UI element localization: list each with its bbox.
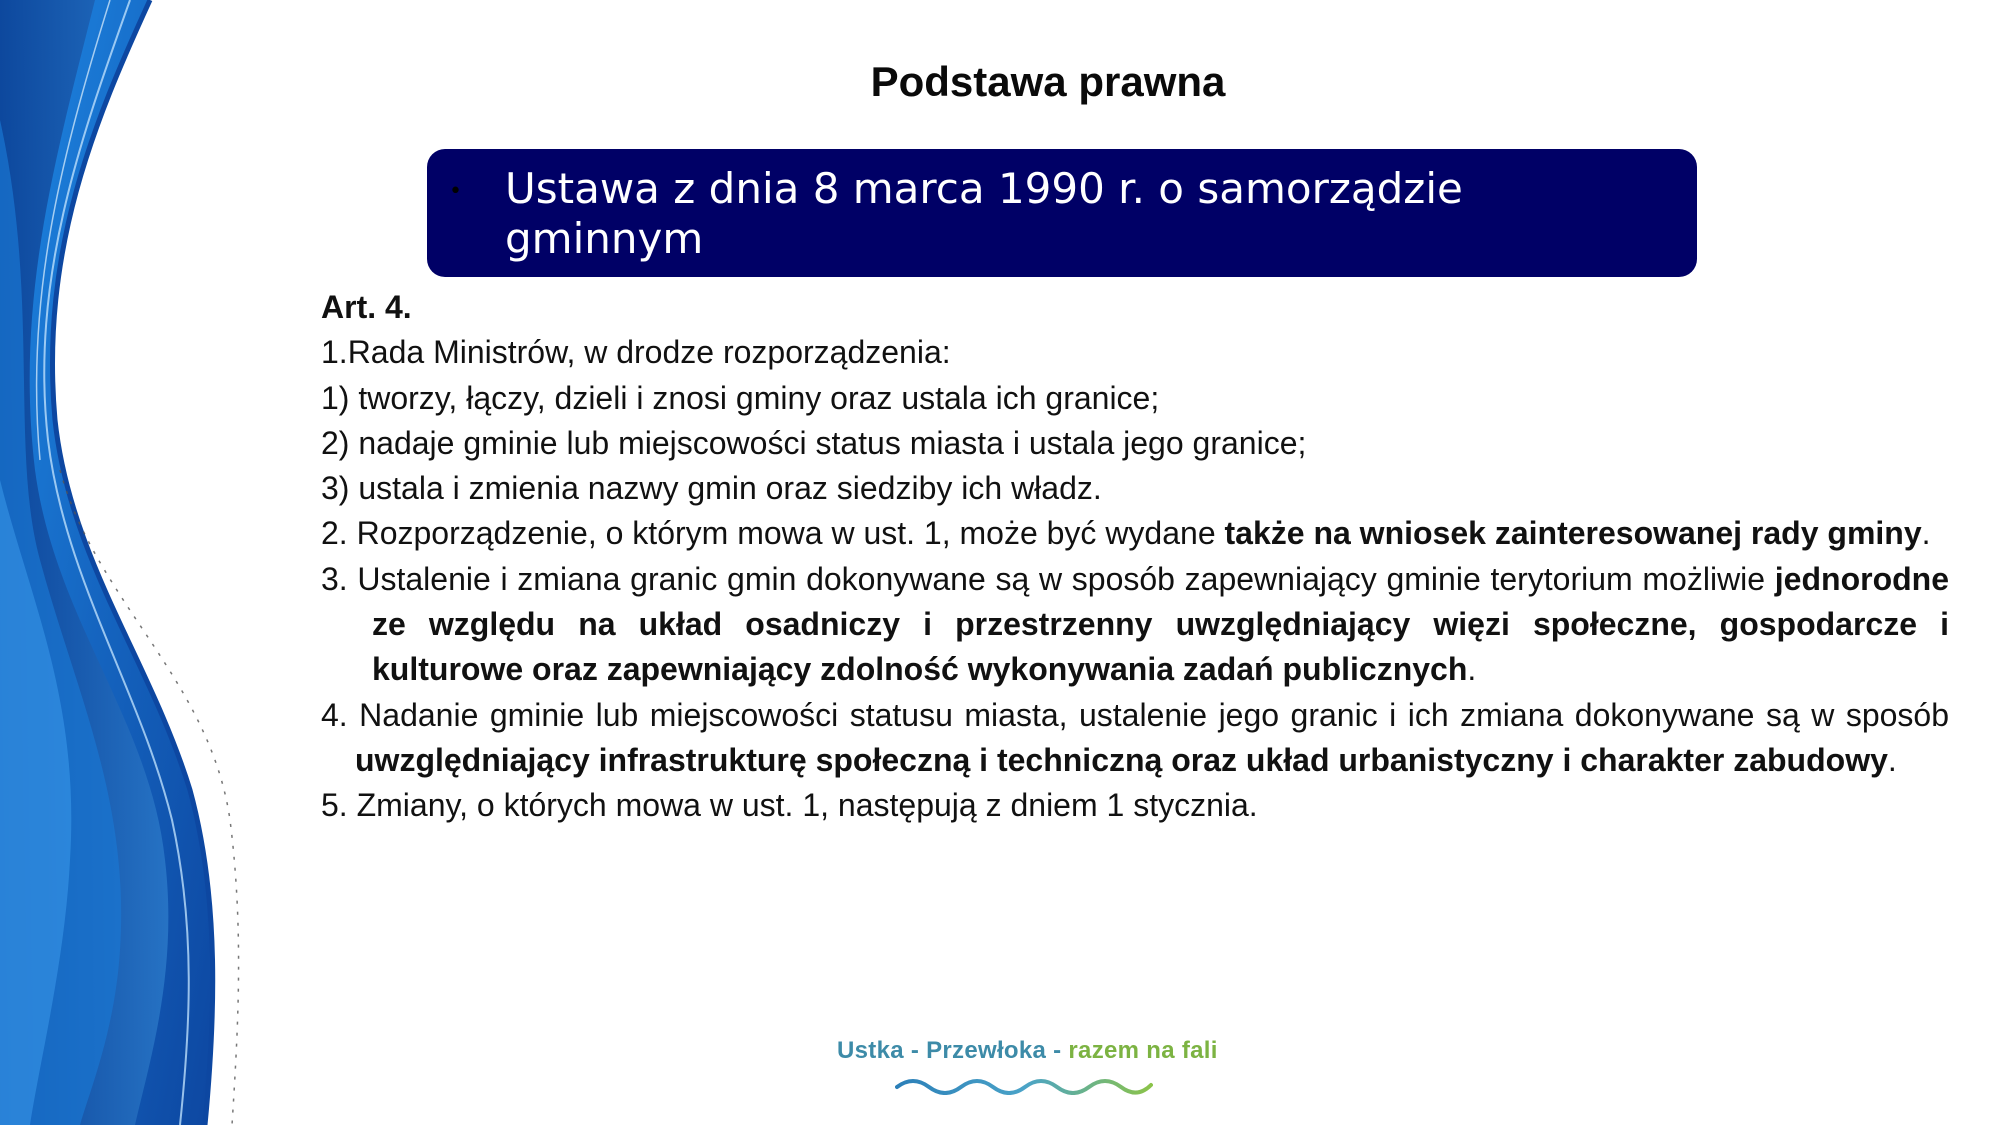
banner-text: Ustawa z dnia 8 marca 1990 r. o samorządzie gminnym (505, 164, 1463, 263)
paragraph-text: 2. Rozporządzenie, o którym mowa w ust. 1, może być wydane (321, 515, 1225, 552)
article-paragraph-4 (321, 693, 1949, 784)
article-line: 1) tworzy, łączy, dzieli i znosi gminy oraz ustala ich granice; (321, 379, 1160, 416)
article-heading: Art. 4. (321, 289, 412, 325)
article-text (321, 285, 1949, 829)
paragraph-end: . (1467, 651, 1477, 688)
paragraph-emphasis: uwzględniający infrastrukturę społeczną i techniczną oraz układ urbanistyczny i charakter zabudowy (355, 741, 1888, 778)
article-paragraph-5: 5. Zmiany, o których mowa w ust. 1, następują z dniem 1 stycznia. (321, 787, 1258, 824)
footer-wave-icon (895, 1073, 1153, 1095)
wave-decoration (0, 0, 260, 1125)
footer-logo-text (837, 1037, 1218, 1065)
slide-title: Podstawa prawna (870, 58, 1226, 105)
footer-text-blue: Ustka - Przewłoka - (837, 1037, 1062, 1064)
article-line: 1.Rada Ministrów, w drodze rozporządzenia: (321, 334, 951, 371)
bullet-icon: • (449, 179, 462, 204)
paragraph-emphasis: jednorodne ze względu na układ osadniczy i przestrzenny uwzględniający więzi społeczne, gospodarcze i kulturowe oraz zapewniający zdolność wykonywania zadań publicznych (372, 560, 1949, 688)
paragraph-text: 3. Ustalenie i zmiana granic gmin dokonywane są w sposób zapewniający gminie terytorium możliwie (321, 560, 1775, 597)
paragraph-end: . (1921, 515, 1931, 552)
article-line: 3) ustala i zmienia nazwy gmin oraz siedziby ich władz. (321, 470, 1102, 507)
paragraph-emphasis: także na wniosek zainteresowanej rady gminy (1224, 515, 1922, 552)
footer-text-green: razem na fali (1061, 1037, 1218, 1064)
article-paragraph-3 (321, 557, 1949, 693)
law-banner (427, 149, 1697, 277)
article-line: 2) nadaje gminie lub miejscowości status miasta i ustala jego granice; (321, 424, 1307, 461)
paragraph-end: . (1887, 741, 1897, 778)
paragraph-text: 4. Nadanie gminie lub miejscowości statusu miasta, ustalenie jego granic i ich zmiana dokonywane są w sposób (321, 696, 1949, 733)
article-paragraph-2 (321, 511, 1949, 556)
